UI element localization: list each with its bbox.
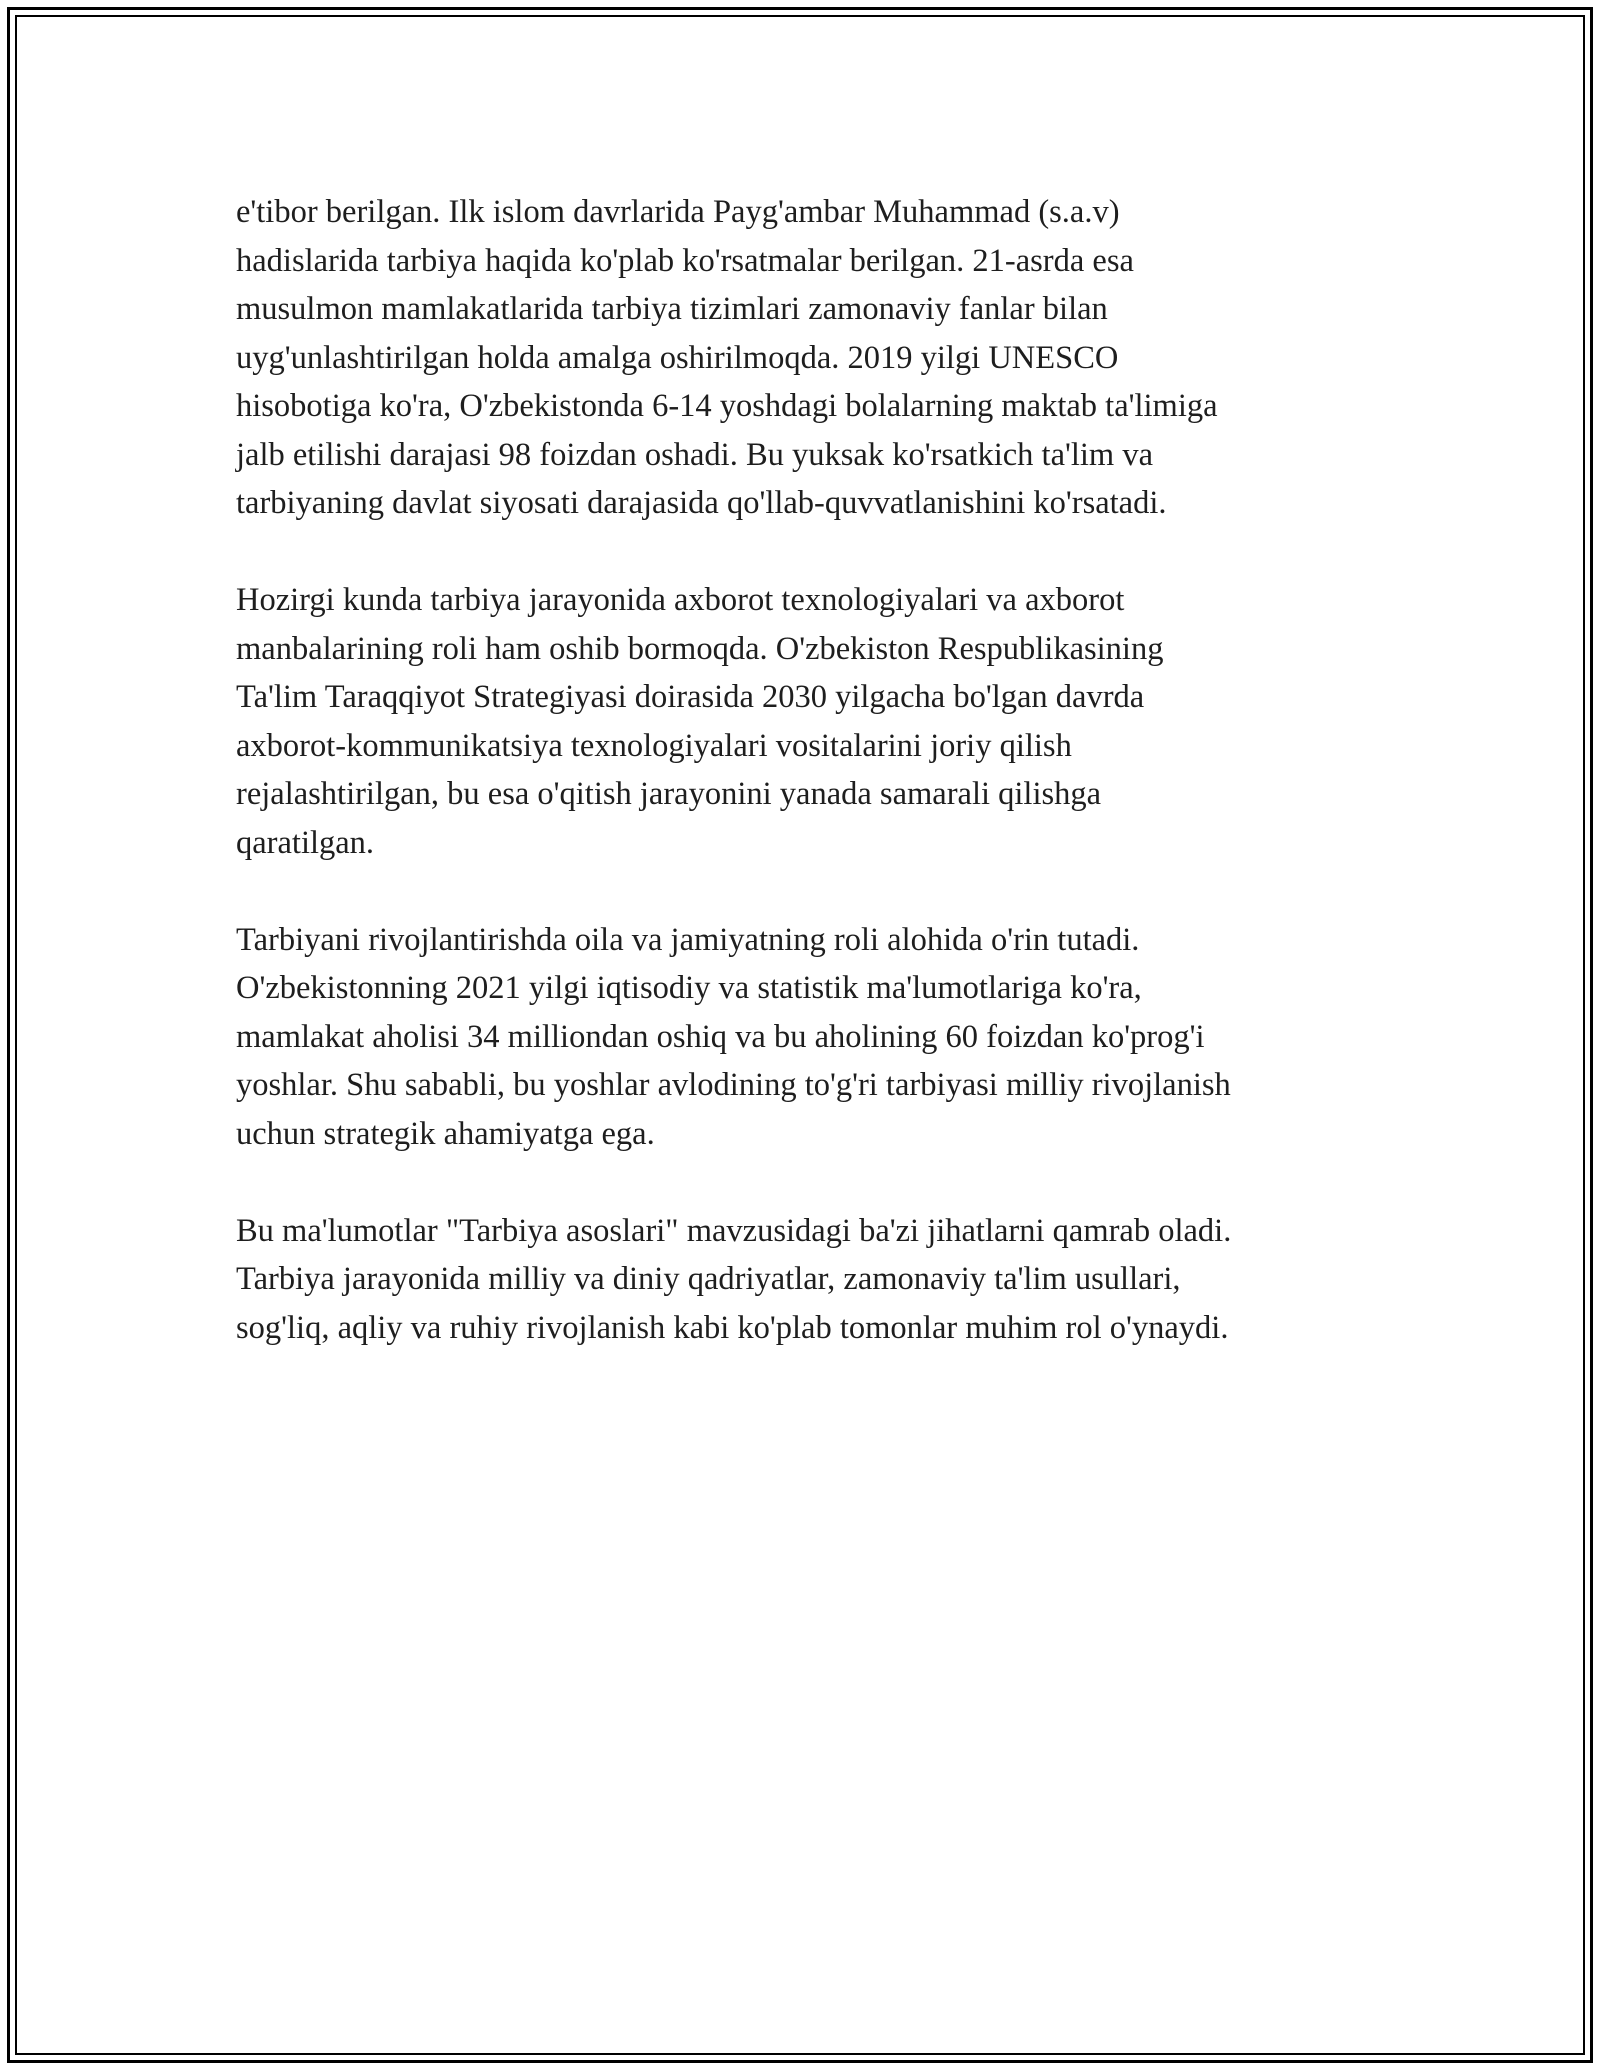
text-line: hadislarida tarbiya haqida ko'plab ko'rsatmalar berilgan. 21-asrda esa <box>236 242 1134 279</box>
text-line: uyg'unlashtirilgan holda amalga oshirilmoqda. 2019 yilgi UNESCO <box>236 339 1119 376</box>
text-line: Bu ma'lumotlar "Tarbiya asoslari" mavzusidagi ba'zi jihatlarni qamrab oladi. <box>236 1212 1232 1249</box>
text-line: rejalashtirilgan, bu esa o'qitish jarayonini yanada samarali qilishga <box>236 776 1102 812</box>
document-body <box>236 188 1366 1401</box>
text-line: musulmon mamlakatlarida tarbiya tizimlari zamonaviy fanlar bilan <box>236 291 1108 327</box>
paragraph-1 <box>236 188 1366 528</box>
text-line: Tarbiya jarayonida milliy va diniy qadriyatlar, zamonaviy ta'lim usullari, <box>236 1261 1181 1297</box>
text-line: jalb etilishi darajasi 98 foizdan oshadi. Bu yuksak ko'rsatkich ta'lim va <box>236 436 1153 473</box>
text-line: O'zbekistonning 2021 yilgi iqtisodiy va statistik ma'lumotlariga ko'ra, <box>236 970 1142 1006</box>
text-line: sog'liq, aqliy va ruhiy rivojlanish kabi ko'plab tomonlar muhim rol o'ynaydi. <box>236 1309 1229 1346</box>
text-line: mamlakat aholisi 34 milliondan oshiq va bu aholining 60 foizdan ko'prog'i <box>236 1018 1205 1055</box>
text-line: yoshlar. Shu sababli, bu yoshlar avlodining to'g'ri tarbiyasi milliy rivojlanish <box>236 1067 1231 1103</box>
paragraph-2 <box>236 576 1366 867</box>
text-line: Ta'lim Taraqqiyot Strategiyasi doirasida 2030 yilgacha bo'lgan davrda <box>236 679 1145 715</box>
text-line: Tarbiyani rivojlantirishda oila va jamiyatning roli alohida o'rin tutadi. <box>236 921 1140 958</box>
text-line: qaratilgan. <box>236 824 375 861</box>
text-line: e'tibor berilgan. Ilk islom davrlarida Payg'ambar Muhammad (s.a.v) <box>236 194 1120 230</box>
text-line: hisobotiga ko'ra, O'zbekistonda 6-14 yoshdagi bolalarning maktab ta'limiga <box>236 388 1218 424</box>
text-line: tarbiyaning davlat siyosati darajasida qo'llab-quvvatlanishini ko'rsatadi. <box>236 485 1167 521</box>
text-line: manbalarining roli ham oshib bormoqda. O'zbekiston Respublikasining <box>236 630 1164 667</box>
paragraph-4 <box>236 1207 1366 1353</box>
text-line: uchun strategik ahamiyatga ega. <box>236 1115 655 1152</box>
paragraph-3 <box>236 916 1366 1159</box>
text-line: Hozirgi kunda tarbiya jarayonida axborot texnologiyalari va axborot <box>236 582 1125 618</box>
text-line: axborot-kommunikatsiya texnologiyalari vositalarini joriy qilish <box>236 727 1072 764</box>
